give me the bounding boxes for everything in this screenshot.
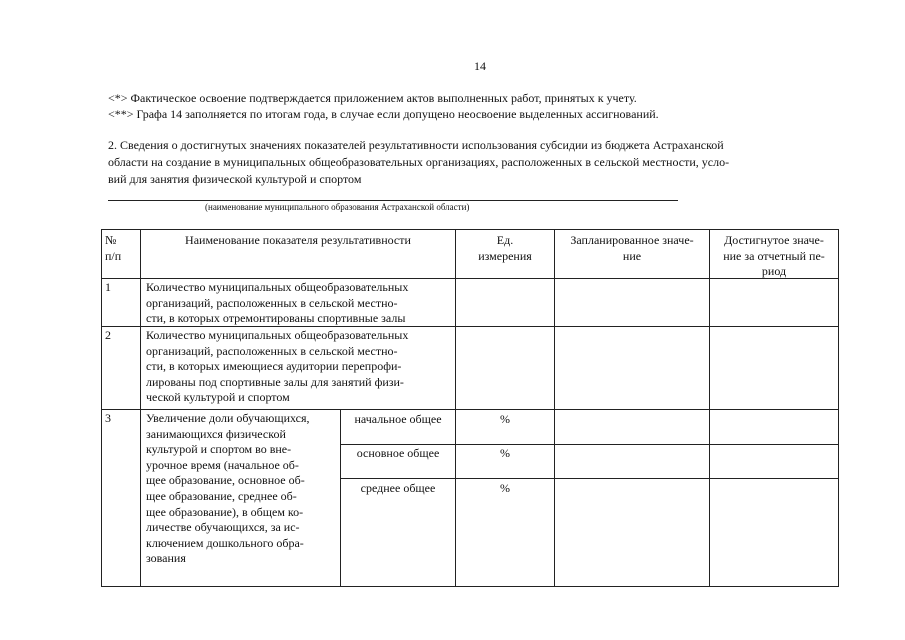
municipality-caption: (наименование муниципального образования Астраханской области) [205, 202, 470, 212]
table-rule [101, 586, 839, 587]
row-3-unit-basic: % [500, 446, 510, 460]
table-rule [101, 229, 102, 587]
section-title-line: 2. Сведения о достигнутых значениях показателей результативности использования субсидии из бюджета Астраханской [108, 138, 724, 152]
table-rule [838, 229, 839, 587]
header-number: № п/п [105, 233, 122, 263]
table-rule [101, 229, 839, 230]
row-1-indicator: Количество муниципальных общеобразовательных организаций, расположенных в сельской местно- сти, в которых отремонтированы спортивные залы [146, 280, 409, 326]
row-3-level-secondary: среднее общее [360, 481, 436, 495]
section-title [108, 137, 850, 188]
footnote-2: <**> Графа 14 заполняется по итогам года, в случае если допущено неосвоение выделенных ассигнований. [108, 107, 659, 121]
table-rule [340, 444, 839, 445]
header-planned-value: Запланированное значе- ние [570, 233, 694, 263]
row-3-level-basic: основное общее [356, 446, 440, 460]
header-achieved-value: Достигнутое значе- ние за отчетный пе- риод [723, 233, 825, 279]
table-rule [554, 229, 555, 587]
header-unit: Ед. измерения [478, 233, 532, 263]
row-2-indicator: Количество муниципальных общеобразовательных организаций, расположенных в сельской местно- сти, в которых имеющиеся аудитории перепрофи- лированы под спортивные залы для занятий физи- ческой культурой и спортом [146, 328, 409, 405]
row-3-unit-secondary: % [500, 481, 510, 495]
row-3-unit-primary: % [500, 412, 510, 426]
row-3-level-primary: начальное общее [354, 412, 442, 426]
footnote-1: <*> Фактическое освоение подтверждается приложением актов выполненных работ, принятых к учету. [108, 91, 637, 105]
row-3-indicator: Увеличение доли обучающихся, занимающихся физической культурой и спортом во вне- урочное время (начальное об- щее образование, основное об- щее образование, среднее об- щее образование), в общем ко- личестве обучающихся, за ис- ключением дошкольного обра- зования [146, 411, 310, 566]
header-indicator-name: Наименование показателя результативности [185, 233, 411, 247]
page-number: 14 [474, 59, 486, 73]
row-1-number: 1 [105, 280, 111, 294]
table-rule [455, 229, 456, 587]
row-2-number: 2 [105, 328, 111, 342]
table-rule [340, 478, 839, 479]
table-rule [101, 409, 839, 410]
table-rule [140, 229, 141, 587]
municipality-line [108, 200, 678, 201]
table-rule [709, 229, 710, 587]
row-3-number: 3 [105, 411, 111, 425]
section-title-line: вий для занятия физической культурой и спортом [108, 172, 362, 186]
table-rule [340, 409, 341, 587]
section-title-line: области на создание в муниципальных общеобразовательных организациях, расположенных в сельской местности, усло- [108, 155, 730, 169]
